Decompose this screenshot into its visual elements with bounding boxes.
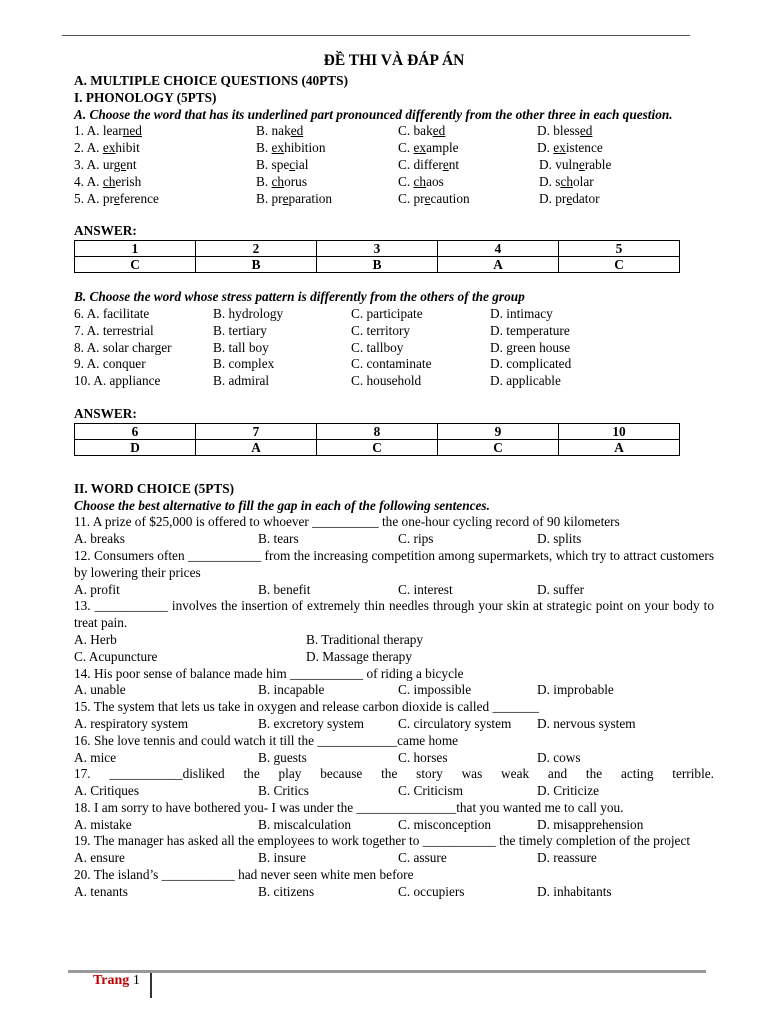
option: D. reassure <box>537 850 597 866</box>
question-row <box>74 649 714 666</box>
answer-number: 5 <box>559 241 680 257</box>
option: C. assure <box>398 850 447 866</box>
option: D. intimacy <box>490 305 553 321</box>
phonology-part-a <box>74 123 714 207</box>
page-title: ĐỀ THI VÀ ĐÁP ÁN <box>323 52 465 69</box>
question-text: 17. ___________disliked the play because the story was weak and the acting terrible. <box>74 766 714 782</box>
phonology-part-b <box>74 306 714 390</box>
answer-number: 3 <box>317 241 438 257</box>
option: B. tertiary <box>213 322 267 338</box>
answer-label-b: ANSWER: <box>74 405 137 421</box>
option: B. admiral <box>213 373 270 389</box>
option: 5. A. preference <box>74 190 159 206</box>
option: C. horses <box>398 749 448 765</box>
question-row <box>74 123 714 140</box>
option: A. mice <box>74 749 117 765</box>
question-row <box>74 884 714 901</box>
option: A. Herb <box>74 631 117 647</box>
question-row <box>74 682 714 699</box>
word-choice-heading: II. WORD CHOICE (5PTS) <box>74 480 235 496</box>
option: D. predator <box>539 190 600 206</box>
answer-key: A <box>196 439 317 455</box>
option: B. benefit <box>258 581 311 597</box>
option: C. participate <box>351 305 423 321</box>
question-row <box>74 356 714 373</box>
option: D. Criticize <box>537 783 600 799</box>
option: C. baked <box>398 123 446 139</box>
option: C. different <box>398 156 460 172</box>
word-choice-instruction: Choose the best alternative to fill the gap in each of the following sentences. <box>74 497 490 513</box>
question-text: 16. She love tennis and could watch it till the ____________came home <box>74 732 459 748</box>
answer-key: C <box>75 257 196 273</box>
question-row <box>74 783 714 800</box>
page-footer <box>93 973 140 989</box>
option: B. tears <box>258 531 299 547</box>
question-text: 15. The system that lets us take in oxygen and release carbon dioxide is called _______ <box>74 699 540 715</box>
option: C. misconception <box>398 816 492 832</box>
option: A. Critiques <box>74 783 140 799</box>
option: B. guests <box>258 749 307 765</box>
option: C. occupiers <box>398 883 465 899</box>
option: C. impossible <box>398 682 472 698</box>
option: B. citizens <box>258 883 315 899</box>
answer-number: 8 <box>317 423 438 439</box>
option: 1. A. learned <box>74 123 142 139</box>
option: D. inhabitants <box>537 883 612 899</box>
phonology-heading: I. PHONOLOGY (5PTS) <box>74 89 217 105</box>
section-a-heading: A. MULTIPLE CHOICE QUESTIONS (40PTS) <box>74 73 348 88</box>
footer-label: Trang <box>93 973 130 988</box>
question-row <box>74 306 714 323</box>
word-choice-questions <box>74 514 714 900</box>
option: D. vulnerable <box>539 156 612 172</box>
option: D. Massage therapy <box>306 648 412 664</box>
option: A. mistake <box>74 816 132 832</box>
footer-divider <box>150 973 152 998</box>
option: 6. A. facilitate <box>74 305 150 321</box>
option: A. ensure <box>74 850 125 866</box>
option: B. hydrology <box>213 305 284 321</box>
page-number: 1 <box>132 973 140 988</box>
answer-number: 1 <box>75 241 196 257</box>
option: D. suffer <box>537 581 585 597</box>
answer-label-a: ANSWER: <box>74 223 137 239</box>
option: D. improbable <box>537 682 614 698</box>
option: B. insure <box>258 850 307 866</box>
option: A. profit <box>74 581 120 597</box>
question-row <box>74 817 714 834</box>
option: B. Traditional therapy <box>306 631 424 647</box>
question-text: 19. The manager has asked all the employees to work together to ___________ the timely completion of the project <box>74 833 691 849</box>
option: D. temperature <box>490 322 570 338</box>
question-row <box>74 174 714 191</box>
option: 10. A. appliance <box>74 373 161 389</box>
question-row <box>74 323 714 340</box>
option: B. complex <box>213 356 275 372</box>
option: 8. A. solar charger <box>74 339 172 355</box>
question-row <box>74 140 714 157</box>
answer-number: 10 <box>559 423 680 439</box>
document-page <box>74 51 714 901</box>
option: B. exhibition <box>256 140 326 156</box>
option: 4. A. cherish <box>74 173 142 189</box>
option: B. Critics <box>258 783 309 799</box>
answer-key: A <box>438 257 559 273</box>
question-text: 18. I am sorry to have bothered you- I was under the _______________that you wanted me to call you. <box>74 799 624 815</box>
question-row <box>74 157 714 174</box>
answer-key: C <box>438 439 559 455</box>
option: D. nervous system <box>537 715 636 731</box>
option: A. unable <box>74 682 126 698</box>
answer-table-a <box>74 240 680 273</box>
option: D. scholar <box>539 173 594 189</box>
option: C. circulatory system <box>398 715 512 731</box>
question-row <box>74 750 714 767</box>
option: D. misapprehension <box>537 816 644 832</box>
option: D. applicable <box>490 373 561 389</box>
option: A. respiratory system <box>74 715 189 731</box>
option: B. special <box>256 156 309 172</box>
option: A. tenants <box>74 883 128 899</box>
option: D. existence <box>537 140 603 156</box>
footer-rule <box>68 970 706 973</box>
option: B. tall boy <box>213 339 269 355</box>
option: B. excretory system <box>258 715 364 731</box>
option: B. incapable <box>258 682 325 698</box>
question-row <box>74 340 714 357</box>
option: 2. A. exhibit <box>74 140 140 156</box>
question-row <box>74 582 714 599</box>
question-text: 14. His poor sense of balance made him ___________ of riding a bicycle <box>74 665 464 681</box>
option: C. Acupuncture <box>74 648 158 664</box>
option: 3. A. urgent <box>74 156 137 172</box>
question-text: 20. The island’s ___________ had never seen white men before <box>74 867 414 883</box>
option: D. green house <box>490 339 571 355</box>
answer-number: 4 <box>438 241 559 257</box>
answer-number: 2 <box>196 241 317 257</box>
question-row <box>74 191 714 208</box>
option: D. complicated <box>490 356 572 372</box>
answer-key: B <box>317 257 438 273</box>
option: A. breaks <box>74 531 125 547</box>
answer-number: 9 <box>438 423 559 439</box>
instruction-a: A. Choose the word that has its underlined part pronounced differently from the other three in each question. <box>74 106 673 122</box>
question-text: 12. Consumers often ___________ from the increasing competition among supermarkets, which try to attract customers by lowering their prices <box>74 547 714 580</box>
option: B. naked <box>256 123 304 139</box>
question-text: 11. A prize of $25,000 is offered to whoever __________ the one-hour cycling record of 90 kilometers <box>74 514 620 530</box>
question-row <box>74 850 714 867</box>
answer-key: D <box>75 439 196 455</box>
option: C. household <box>351 373 422 389</box>
option: D. splits <box>537 531 582 547</box>
question-row <box>74 373 714 390</box>
answer-number: 6 <box>75 423 196 439</box>
option: C. territory <box>351 322 411 338</box>
option: C. tallboy <box>351 339 404 355</box>
question-text: 13. ___________ involves the insertion of extremely thin needles through your skin at strategic point on your body to treat pain. <box>74 598 714 631</box>
question-row <box>74 531 714 548</box>
answer-key: C <box>317 439 438 455</box>
option: B. chorus <box>256 173 307 189</box>
question-row <box>74 716 714 733</box>
answer-table-b <box>74 423 680 456</box>
option: C. example <box>398 140 459 156</box>
option: D. cows <box>537 749 581 765</box>
option: B. preparation <box>256 190 333 206</box>
instruction-b: B. Choose the word whose stress pattern is differently from the others of the group <box>74 289 525 305</box>
option: C. precaution <box>398 190 470 206</box>
answer-key: A <box>559 439 680 455</box>
answer-key: B <box>196 257 317 273</box>
top-rule <box>62 35 690 36</box>
option: B. miscalculation <box>258 816 352 832</box>
option: C. interest <box>398 581 453 597</box>
option: C. rips <box>398 531 434 547</box>
option: 7. A. terrestrial <box>74 322 154 338</box>
option: C. Criticism <box>398 783 464 799</box>
option: C. contaminate <box>351 356 432 372</box>
answer-key: C <box>559 257 680 273</box>
option: 9. A. conquer <box>74 356 146 372</box>
question-row <box>74 632 714 649</box>
option: D. blessed <box>537 123 593 139</box>
option: C. chaos <box>398 173 444 189</box>
answer-number: 7 <box>196 423 317 439</box>
